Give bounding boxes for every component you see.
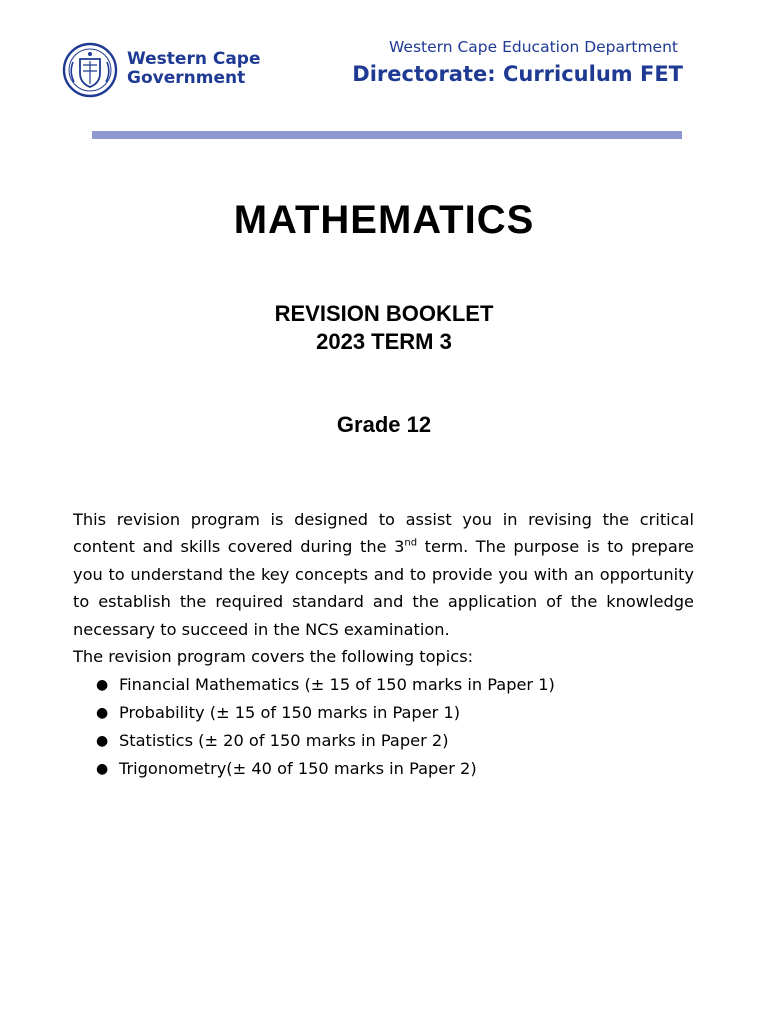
department-name: Western Cape Education Department bbox=[388, 38, 678, 56]
bullet-icon: ● bbox=[96, 705, 109, 721]
topics-intro: The revision program covers the following topics: bbox=[73, 647, 474, 666]
intro-text-start: This revision program is designed to assist you in revising the critical content and skills covered during the 3 bbox=[73, 510, 694, 557]
grade-label: Grade 12 bbox=[336, 412, 432, 437]
topic-text: Probability (± 15 of 150 marks in Paper 1) bbox=[119, 703, 461, 722]
subtitle-line2: 2023 TERM 3 bbox=[316, 329, 452, 354]
page-title: MATHEMATICS bbox=[233, 198, 535, 242]
booklet-subtitle bbox=[0, 300, 768, 356]
topic-text: Trigonometry(± 40 of 150 marks in Paper 2) bbox=[119, 759, 477, 778]
topic-text: Statistics (± 20 of 150 marks in Paper 2) bbox=[119, 731, 449, 750]
intro-paragraph bbox=[73, 506, 694, 643]
bullet-icon: ● bbox=[96, 761, 109, 777]
topics-list bbox=[73, 671, 555, 783]
bullet-icon: ● bbox=[96, 677, 109, 693]
subtitle-line1: REVISION BOOKLET bbox=[274, 301, 494, 326]
org-name-line1: Western Cape bbox=[127, 49, 261, 69]
list-item bbox=[73, 755, 555, 783]
bullet-icon: ● bbox=[96, 733, 109, 749]
org-name-line2: Government bbox=[127, 68, 246, 88]
list-item bbox=[73, 699, 555, 727]
topic-text: Financial Mathematics (± 15 of 150 marks in Paper 1) bbox=[119, 675, 555, 694]
list-item bbox=[73, 671, 555, 699]
ordinal-suffix: nd bbox=[404, 538, 418, 550]
list-item bbox=[73, 727, 555, 755]
government-wordmark bbox=[127, 50, 261, 88]
header-divider bbox=[92, 131, 682, 139]
western-cape-seal-icon bbox=[62, 42, 118, 98]
directorate-name: Directorate: Curriculum FET bbox=[352, 62, 683, 86]
intro-text-end: term. The purpose is to prepare you to understand the key concepts and to provide you with an opportunity to establish the required standard and the application of the knowledge necessary to succeed in the NCS examination. bbox=[73, 537, 694, 639]
